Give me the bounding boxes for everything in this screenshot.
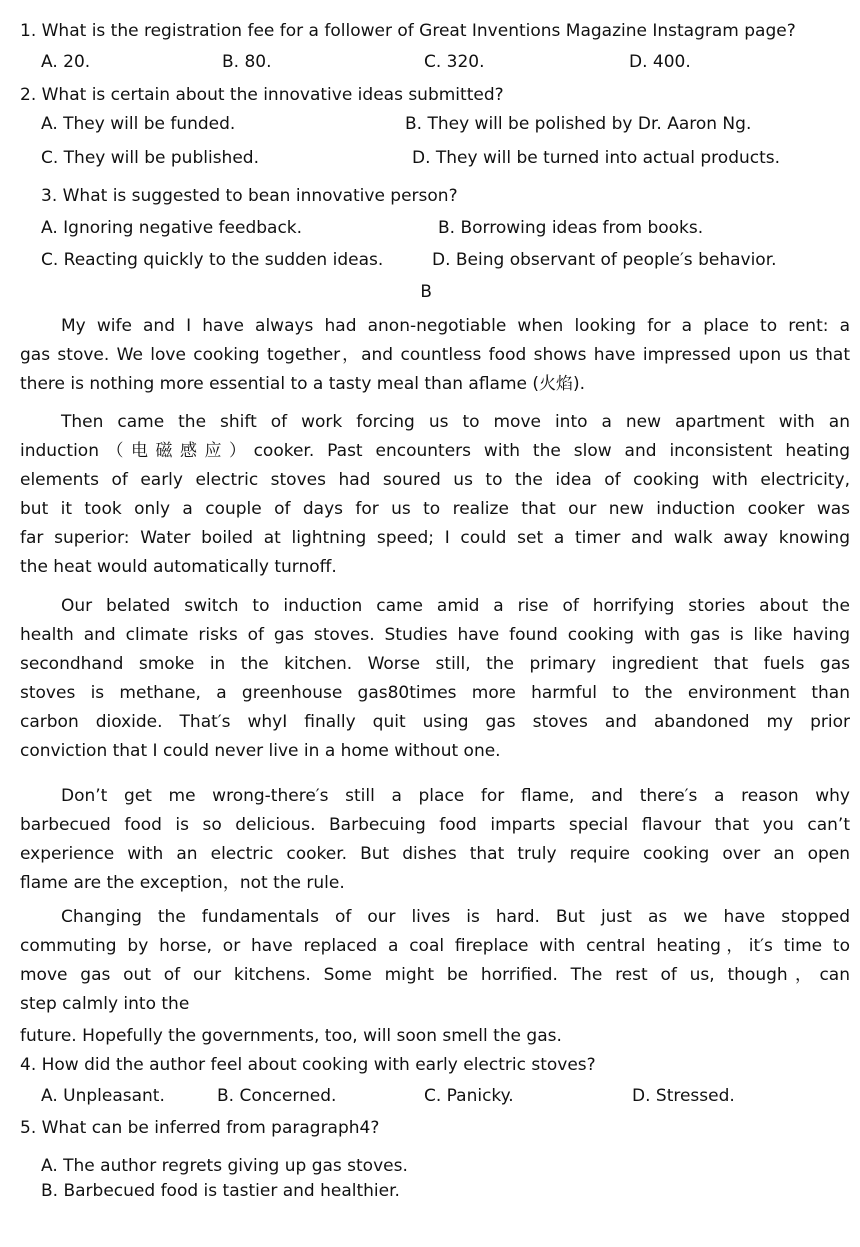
passage-line: flame are the exception，not the rule.	[20, 873, 345, 893]
passage-line: experience with an electric cooker. But dishes that truly require cooking over an open	[20, 844, 850, 864]
question-5-option-a-row	[0, 1155, 860, 1179]
q2-option-a[interactable]: A. They will be funded.	[41, 114, 236, 134]
passage-line: gas stove. We love cooking together，and countless food shows have impressed upon us that	[20, 345, 850, 365]
question-4-options	[0, 1085, 860, 1109]
passage-line: there is nothing more essential to a tasty meal than aflame (火焰).	[20, 374, 586, 394]
question-4: 4. How did the author feel about cooking with early electric stoves?	[20, 1055, 596, 1075]
q4-option-a[interactable]: A. Unpleasant.	[41, 1086, 165, 1106]
q2-option-d[interactable]: D. They will be turned into actual products.	[412, 148, 781, 168]
q4-option-d[interactable]: D. Stressed.	[632, 1086, 735, 1106]
passage-paragraph-4	[20, 782, 850, 898]
q5-option-a[interactable]: A. The author regrets giving up gas stoves.	[41, 1156, 408, 1176]
passage-line: elements of early electric stoves had soured us to the idea of cooking with electricity,	[20, 470, 850, 490]
passage-line: stoves is methane, a greenhouse gas80times more harmful to the environment than	[20, 683, 850, 703]
question-1: 1. What is the registration fee for a follower of Great Inventions Magazine Instagram page?	[20, 21, 796, 41]
passage-line: My wife and I have always had anon-negotiable when looking for a place to rent: a	[61, 316, 850, 336]
q1-option-b[interactable]: B. 80.	[222, 52, 272, 72]
q1-option-c[interactable]: C. 320.	[424, 52, 485, 72]
q2-option-c[interactable]: C. They will be published.	[41, 148, 259, 168]
passage-line: commuting by horse, or have replaced a coal fireplace with central heating，it′s time to	[20, 936, 850, 956]
passage-line: conviction that I could never live in a home without one.	[20, 741, 501, 761]
passage-paragraph-2	[20, 408, 850, 582]
passage-line: but it took only a couple of days for us to realize that our new induction cooker was	[20, 499, 850, 519]
q5-option-b[interactable]: B. Barbecued food is tastier and healthier.	[41, 1181, 400, 1201]
question-2: 2. What is certain about the innovative ideas submitted?	[20, 85, 504, 105]
q3-option-c[interactable]: C. Reacting quickly to the sudden ideas.	[41, 250, 384, 270]
question-1-options	[0, 51, 860, 75]
passage-paragraph-3	[20, 592, 850, 766]
passage-line: barbecued food is so delicious. Barbecuing food imparts special flavour that you can’t	[20, 815, 850, 835]
q4-option-c[interactable]: C. Panicky.	[424, 1086, 514, 1106]
passage-line: health and climate risks of gas stoves. Studies have found cooking with gas is like having	[20, 625, 850, 645]
question-5: 5. What can be inferred from paragraph4?	[20, 1118, 380, 1138]
q2-option-b[interactable]: B. They will be polished by Dr. Aaron Ng.	[405, 114, 752, 134]
passage-line: induction（电磁感应）cooker. Past encounters with the slow and inconsistent heating	[20, 441, 850, 461]
passage-line: secondhand smoke in the kitchen. Worse still, the primary ingredient that fuels gas	[20, 654, 850, 674]
passage-paragraph-1	[20, 312, 850, 399]
passage-line: Our belated switch to induction came amid a rise of horrifying stories about the	[61, 596, 850, 616]
q4-option-b[interactable]: B. Concerned.	[217, 1086, 337, 1106]
passage-line: carbon dioxide. That′s whyI finally quit using gas stoves and abandoned my prior	[20, 712, 850, 732]
passage-line: future. Hopefully the governments, too, will soon smell the gas.	[20, 1026, 562, 1046]
passage-line: move gas out of our kitchens. Some might be horrified. The rest of us, though，can	[20, 965, 850, 985]
passage-paragraph-5	[20, 903, 850, 1051]
question-2-options-row1	[0, 113, 860, 137]
passage-line: Then came the shift of work forcing us to move into a new apartment with an	[61, 412, 850, 432]
passage-line: Changing the fundamentals of our lives is hard. But just as we have stopped	[61, 907, 850, 927]
q3-option-a[interactable]: A. Ignoring negative feedback.	[41, 218, 303, 238]
question-3: 3. What is suggested to bean innovative person?	[41, 186, 458, 206]
passage-line: the heat would automatically turnoff.	[20, 557, 337, 577]
passage-line: far superior: Water boiled at lightning speed; I could set a timer and walk away knowing	[20, 528, 850, 548]
question-5-option-b-row	[0, 1180, 860, 1204]
section-label: B	[420, 282, 432, 302]
question-3-options-row2	[0, 249, 860, 273]
q1-option-d[interactable]: D. 400.	[629, 52, 691, 72]
passage-line: step calmly into the	[20, 994, 190, 1014]
question-3-options-row1	[0, 217, 860, 241]
passage-line: Don’t get me wrong-there′s still a place for flame, and there′s a reason why	[61, 786, 850, 806]
q3-option-d[interactable]: D. Being observant of people′s behavior.	[432, 250, 777, 270]
question-2-options-row2	[0, 147, 860, 171]
q1-option-a[interactable]: A. 20.	[41, 52, 91, 72]
q3-option-b[interactable]: B. Borrowing ideas from books.	[438, 218, 704, 238]
